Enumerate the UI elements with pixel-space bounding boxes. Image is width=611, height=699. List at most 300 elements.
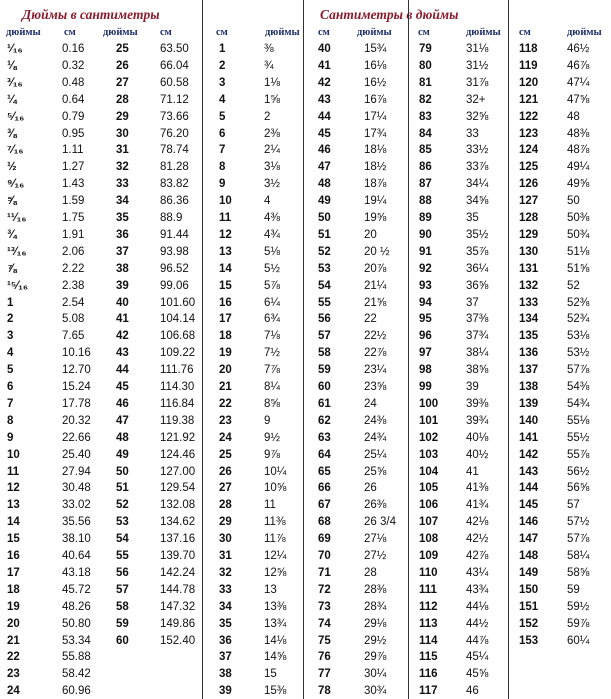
cm-to-inches-row-key: 24 bbox=[219, 431, 232, 444]
cm-to-inches-row-value: 32⅝ bbox=[466, 110, 489, 123]
inches-to-cm-row-key: 30 bbox=[116, 127, 129, 140]
column-divider bbox=[303, 0, 304, 699]
cm-to-inches-row-value: 28¾ bbox=[364, 600, 387, 613]
cm-to-inches-row-key: 16 bbox=[219, 296, 232, 309]
cm-to-inches-row-key: 20 bbox=[219, 364, 232, 377]
inches-to-cm-row-key: 15 bbox=[7, 533, 20, 546]
cm-to-inches-row-value: 46⅞ bbox=[567, 59, 590, 72]
cm-to-inches-row-key: 47 bbox=[318, 161, 331, 174]
cm-to-inches-row-key: 92 bbox=[419, 262, 432, 275]
header-cm-1: см bbox=[64, 27, 76, 38]
inches-to-cm-row-key: ⁵⁄₁₆ bbox=[7, 110, 25, 123]
inches-to-cm-row-value: 35.56 bbox=[62, 516, 91, 529]
cm-to-inches-row-value: 60¼ bbox=[567, 634, 590, 647]
cm-to-inches-row-value: 31⅛ bbox=[466, 43, 489, 55]
cm-to-inches-row-value: 50⅜ bbox=[567, 212, 590, 224]
inches-to-cm-row-key: ¹³⁄₁₆ bbox=[7, 245, 27, 258]
cm-to-inches-row-value: 48⅜ bbox=[567, 127, 590, 140]
cm-to-inches-row-key: 82 bbox=[419, 93, 432, 106]
inches-to-cm-row-key: 14 bbox=[7, 516, 20, 529]
cm-to-inches-row-value: 30¼ bbox=[364, 668, 387, 681]
cm-to-inches-row-value: 46 bbox=[466, 685, 479, 698]
cm-to-inches-row-key: 130 bbox=[519, 245, 539, 258]
inches-to-cm-row-key: 44 bbox=[116, 364, 129, 377]
inches-to-cm-row-value: 101.60 bbox=[160, 296, 196, 309]
cm-to-inches-row-value: 1⅝ bbox=[264, 93, 280, 106]
cm-to-inches-row-value: 33 bbox=[466, 127, 479, 140]
inches-to-cm-row-value: 139.70 bbox=[160, 550, 196, 562]
inches-to-cm-row-key: 1 bbox=[7, 296, 14, 309]
cm-to-inches-row-key: 21 bbox=[219, 381, 232, 393]
cm-to-inches-row-value: 13 bbox=[264, 583, 277, 596]
inches-to-cm-row-key: 26 bbox=[116, 59, 129, 72]
cm-to-inches-row-key: 150 bbox=[519, 583, 539, 596]
inches-to-cm-row-value: 144.78 bbox=[160, 583, 196, 596]
cm-to-inches-row-key: 148 bbox=[519, 550, 539, 562]
inches-to-cm-row-key: 52 bbox=[116, 499, 129, 512]
cm-to-inches-row-value: 8⅝ bbox=[264, 397, 280, 410]
cm-to-inches-row-value: 23⅝ bbox=[364, 381, 387, 393]
inches-to-cm-row-key: 34 bbox=[116, 195, 129, 208]
cm-to-inches-row-key: 29 bbox=[219, 516, 232, 529]
cm-to-inches-row-value: 7⅛ bbox=[264, 330, 280, 343]
cm-to-inches-row-value: 10¼ bbox=[264, 465, 287, 478]
inches-to-cm-row-key: ⁹⁄₁₆ bbox=[7, 178, 25, 191]
inches-to-cm-row-key: 27 bbox=[116, 76, 129, 89]
cm-to-inches-row-value: 41 bbox=[466, 465, 479, 478]
header-cm-6: см bbox=[519, 27, 531, 38]
inches-to-cm-row-value: 15.24 bbox=[62, 381, 91, 393]
inches-to-cm-row-key: ⅞ bbox=[7, 262, 17, 275]
cm-to-inches-row-value: 52⅜ bbox=[567, 296, 590, 309]
header-inches-4: дюймы bbox=[357, 27, 392, 38]
cm-to-inches-row-value: 10⅝ bbox=[264, 482, 287, 495]
cm-to-inches-row-key: 120 bbox=[519, 76, 539, 89]
cm-to-inches-row-value: 53½ bbox=[567, 347, 590, 360]
cm-to-inches-row-value: 12⅝ bbox=[264, 566, 287, 579]
cm-to-inches-row-value: 16½ bbox=[364, 76, 387, 89]
cm-to-inches-row-key: 31 bbox=[219, 550, 232, 562]
inches-to-cm-row-key: 31 bbox=[116, 144, 129, 157]
cm-to-inches-row-key: 11 bbox=[219, 212, 232, 224]
cm-to-inches-row-key: 8 bbox=[219, 161, 226, 174]
cm-to-inches-row-value: 50¾ bbox=[567, 228, 590, 241]
cm-to-inches-row-key: 81 bbox=[419, 76, 432, 89]
cm-to-inches-row-key: 117 bbox=[419, 685, 438, 698]
cm-to-inches-row-value: 37 bbox=[466, 296, 479, 309]
inches-to-cm-row-key: 37 bbox=[116, 245, 129, 258]
cm-to-inches-row-key: 147 bbox=[519, 533, 539, 546]
cm-to-inches-row-value: 11⅜ bbox=[264, 516, 286, 529]
inches-to-cm-row-value: 149.86 bbox=[160, 617, 196, 630]
cm-to-inches-row-value: 5½ bbox=[264, 262, 280, 275]
inches-to-cm-row-value: 1.11 bbox=[62, 144, 84, 157]
cm-to-inches-row-key: 111 bbox=[419, 583, 437, 596]
cm-to-inches-row-value: 12¼ bbox=[264, 550, 287, 562]
inches-to-cm-row-value: 142.24 bbox=[160, 566, 196, 579]
cm-to-inches-row-key: 133 bbox=[519, 296, 539, 309]
cm-to-inches-row-key: 145 bbox=[519, 499, 539, 512]
cm-to-inches-row-key: 38 bbox=[219, 668, 232, 681]
inches-to-cm-row-value: 27.94 bbox=[62, 465, 91, 478]
inches-to-cm-row-key: 59 bbox=[116, 617, 129, 630]
cm-to-inches-row-value: 55⅞ bbox=[567, 448, 590, 461]
cm-to-inches-row-value: 27½ bbox=[364, 550, 387, 562]
inches-to-cm-row-key: ³⁄₁₆ bbox=[7, 76, 23, 89]
inches-to-cm-row-value: 93.98 bbox=[160, 245, 189, 258]
cm-to-inches-row-key: 65 bbox=[318, 465, 331, 478]
cm-to-inches-row-key: 106 bbox=[419, 499, 439, 512]
cm-to-inches-row-value: 2¼ bbox=[264, 144, 280, 157]
inches-to-cm-row-value: 124.46 bbox=[160, 448, 196, 461]
cm-to-inches-row-value: 18⅞ bbox=[364, 178, 387, 191]
inches-to-cm-row-value: 99.06 bbox=[160, 279, 189, 292]
header-cm-4: см bbox=[318, 27, 330, 38]
cm-to-inches-row-key: 57 bbox=[318, 330, 331, 343]
cm-to-inches-row-value: 42⅛ bbox=[466, 516, 489, 529]
inches-to-cm-row-value: 83.82 bbox=[160, 178, 189, 191]
inches-to-cm-title: Дюймы в сантиметры bbox=[22, 7, 160, 22]
cm-to-inches-row-key: 116 bbox=[419, 668, 438, 681]
cm-to-inches-row-value: 24¾ bbox=[364, 431, 387, 444]
cm-to-inches-row-value: 49¼ bbox=[567, 161, 590, 174]
cm-to-inches-row-value: 44½ bbox=[466, 617, 489, 630]
cm-to-inches-row-key: 2 bbox=[219, 59, 226, 72]
cm-to-inches-row-value: 13⅜ bbox=[264, 600, 287, 613]
cm-to-inches-row-key: 115 bbox=[419, 651, 438, 664]
cm-to-inches-row-value: ⅜ bbox=[264, 43, 274, 55]
cm-to-inches-row-key: 30 bbox=[219, 533, 232, 546]
inches-to-cm-row-key: 6 bbox=[7, 381, 14, 393]
cm-to-inches-row-value: 49⅝ bbox=[567, 178, 590, 191]
cm-to-inches-row-key: 60 bbox=[318, 381, 331, 393]
cm-to-inches-row-key: 15 bbox=[219, 279, 232, 292]
cm-to-inches-row-key: 44 bbox=[318, 110, 331, 123]
cm-to-inches-row-value: 55½ bbox=[567, 431, 590, 444]
cm-to-inches-row-value: 6¼ bbox=[264, 296, 280, 309]
inches-to-cm-row-key: 25 bbox=[116, 43, 129, 55]
cm-to-inches-row-value: 27⅛ bbox=[364, 533, 387, 546]
inches-to-cm-row-value: 104.14 bbox=[160, 313, 196, 326]
inches-to-cm-row-key: ⁷⁄₁₆ bbox=[7, 144, 24, 157]
inches-to-cm-row-key: 36 bbox=[116, 228, 129, 241]
inches-to-cm-row-key: 20 bbox=[7, 617, 20, 630]
cm-to-inches-row-value: 26⅜ bbox=[364, 499, 387, 512]
cm-to-inches-row-value: 48⅞ bbox=[567, 144, 590, 157]
inches-to-cm-row-value: 134.62 bbox=[160, 516, 196, 529]
cm-to-inches-row-value: 26 bbox=[364, 482, 377, 495]
inches-to-cm-row-value: 53.34 bbox=[62, 634, 91, 647]
inches-to-cm-row-key: 8 bbox=[7, 414, 14, 427]
cm-to-inches-row-key: 41 bbox=[318, 59, 331, 72]
inches-to-cm-row-key: 56 bbox=[116, 566, 129, 579]
cm-to-inches-row-key: 135 bbox=[519, 330, 539, 343]
inches-to-cm-row-value: 1.43 bbox=[62, 178, 85, 191]
cm-to-inches-row-value: 15⅜ bbox=[264, 685, 287, 698]
cm-to-inches-row-value: 20 bbox=[364, 228, 377, 241]
cm-to-inches-row-value: 39¾ bbox=[466, 414, 489, 427]
cm-to-inches-row-value: 31⅞ bbox=[466, 76, 489, 89]
cm-to-inches-row-key: 151 bbox=[519, 600, 539, 613]
inches-to-cm-row-value: 127.00 bbox=[160, 465, 196, 478]
inches-to-cm-row-key: 4 bbox=[7, 347, 14, 360]
inches-to-cm-row-key: 45 bbox=[116, 381, 129, 393]
cm-to-inches-row-value: 59½ bbox=[567, 600, 590, 613]
column-divider bbox=[202, 0, 203, 699]
cm-to-inches-row-key: 118 bbox=[519, 43, 538, 55]
cm-to-inches-row-key: 40 bbox=[318, 43, 331, 55]
cm-to-inches-row-value: 38¼ bbox=[466, 347, 489, 360]
cm-to-inches-row-key: 56 bbox=[318, 313, 331, 326]
cm-to-inches-row-key: 68 bbox=[318, 516, 331, 529]
cm-to-inches-row-value: 23¼ bbox=[364, 364, 387, 377]
cm-to-inches-row-key: 9 bbox=[219, 178, 226, 191]
cm-to-inches-row-value: 29⅛ bbox=[364, 617, 387, 630]
cm-to-inches-row-key: 93 bbox=[419, 279, 432, 292]
inches-to-cm-row-key: ¹⁄₁₆ bbox=[7, 43, 23, 55]
inches-to-cm-row-key: ¾ bbox=[7, 228, 17, 241]
cm-to-inches-row-key: 140 bbox=[519, 414, 539, 427]
cm-to-inches-row-key: 141 bbox=[519, 431, 539, 444]
cm-to-inches-row-key: 108 bbox=[419, 533, 439, 546]
cm-to-inches-row-value: 22⅞ bbox=[364, 347, 387, 360]
cm-to-inches-row-value: 7⅞ bbox=[264, 364, 280, 377]
cm-to-inches-row-value: 54⅜ bbox=[567, 381, 590, 393]
inches-to-cm-row-value: 45.72 bbox=[62, 583, 91, 596]
cm-to-inches-row-value: 37¾ bbox=[466, 330, 489, 343]
cm-to-inches-row-key: 19 bbox=[219, 347, 232, 360]
inches-to-cm-row-key: ⅛ bbox=[7, 59, 17, 72]
cm-to-inches-row-value: 43¼ bbox=[466, 566, 489, 579]
inches-to-cm-row-key: 13 bbox=[7, 499, 20, 512]
cm-to-inches-row-key: 99 bbox=[419, 381, 432, 393]
inches-to-cm-row-value: 129.54 bbox=[160, 482, 196, 495]
cm-to-inches-row-value: 59⅞ bbox=[567, 617, 590, 630]
cm-to-inches-row-key: 125 bbox=[519, 161, 539, 174]
cm-to-inches-row-key: 42 bbox=[318, 76, 331, 89]
header-cm-5: см bbox=[418, 27, 430, 38]
cm-to-inches-row-value: 58⅝ bbox=[567, 566, 590, 579]
cm-to-inches-row-value: 52¾ bbox=[567, 313, 590, 326]
cm-to-inches-row-key: 90 bbox=[419, 228, 432, 241]
cm-to-inches-row-key: 138 bbox=[519, 381, 539, 393]
cm-to-inches-row-key: 146 bbox=[519, 516, 539, 529]
inches-to-cm-row-key: 18 bbox=[7, 583, 20, 596]
inches-to-cm-row-value: 71.12 bbox=[160, 93, 189, 106]
cm-to-inches-row-value: 20⅞ bbox=[364, 262, 387, 275]
cm-to-inches-row-key: 67 bbox=[318, 499, 331, 512]
cm-to-inches-row-key: 52 bbox=[318, 245, 331, 258]
inches-to-cm-row-key: 43 bbox=[116, 347, 129, 360]
cm-to-inches-row-key: 61 bbox=[318, 397, 331, 410]
inches-to-cm-row-key: 58 bbox=[116, 600, 129, 613]
cm-to-inches-row-key: 98 bbox=[419, 364, 432, 377]
cm-to-inches-row-key: 103 bbox=[419, 448, 439, 461]
cm-to-inches-row-value: 17¾ bbox=[364, 127, 387, 140]
cm-to-inches-row-value: 39⅜ bbox=[466, 397, 489, 410]
cm-to-inches-row-value: 20 ½ bbox=[364, 245, 390, 258]
inches-to-cm-row-key: 3 bbox=[7, 330, 14, 343]
inches-to-cm-row-value: 60.58 bbox=[160, 76, 189, 89]
cm-to-inches-row-value: 14⅝ bbox=[264, 651, 287, 664]
inches-to-cm-row-value: 20.32 bbox=[62, 414, 91, 427]
cm-to-inches-row-value: 22½ bbox=[364, 330, 387, 343]
cm-to-inches-row-key: 39 bbox=[219, 685, 232, 698]
inches-to-cm-row-key: 50 bbox=[116, 465, 129, 478]
cm-to-inches-row-key: 110 bbox=[419, 566, 438, 579]
cm-to-inches-row-value: 18⅛ bbox=[364, 144, 387, 157]
inches-to-cm-row-value: 40.64 bbox=[62, 550, 91, 562]
inches-to-cm-row-value: 2.38 bbox=[62, 279, 85, 292]
header-cm-3: см bbox=[216, 27, 228, 38]
inches-to-cm-row-key: 42 bbox=[116, 330, 129, 343]
inches-to-cm-row-key: 51 bbox=[116, 482, 129, 495]
inches-to-cm-row-key: 21 bbox=[7, 634, 20, 647]
cm-to-inches-row-value: 30¾ bbox=[364, 685, 387, 698]
cm-to-inches-row-value: 11 bbox=[264, 499, 276, 512]
inches-to-cm-row-key: 2 bbox=[7, 313, 14, 326]
cm-to-inches-row-key: 28 bbox=[219, 499, 232, 512]
cm-to-inches-row-value: 9⅞ bbox=[264, 448, 280, 461]
cm-to-inches-row-key: 96 bbox=[419, 330, 432, 343]
cm-to-inches-row-key: 126 bbox=[519, 178, 539, 191]
cm-to-inches-row-value: 57⅞ bbox=[567, 364, 590, 377]
inches-to-cm-row-key: 9 bbox=[7, 431, 14, 444]
cm-to-inches-row-value: ¾ bbox=[264, 59, 274, 72]
cm-to-inches-row-key: 64 bbox=[318, 448, 331, 461]
header-inches-6: дюймы bbox=[567, 27, 602, 38]
inches-to-cm-row-value: 114.30 bbox=[160, 381, 195, 393]
cm-to-inches-row-key: 142 bbox=[519, 448, 539, 461]
cm-to-inches-row-key: 137 bbox=[519, 364, 539, 377]
inches-to-cm-row-value: 10.16 bbox=[62, 347, 91, 360]
inches-to-cm-row-key: 33 bbox=[116, 178, 129, 191]
cm-to-inches-row-key: 149 bbox=[519, 566, 539, 579]
inches-to-cm-row-value: 7.65 bbox=[62, 330, 85, 343]
cm-to-inches-row-key: 45 bbox=[318, 127, 331, 140]
cm-to-inches-row-value: 41¾ bbox=[466, 499, 489, 512]
cm-to-inches-row-key: 51 bbox=[318, 228, 331, 241]
inches-to-cm-row-value: 106.68 bbox=[160, 330, 196, 343]
cm-to-inches-row-value: 5⅞ bbox=[264, 279, 280, 292]
cm-to-inches-row-value: 17¼ bbox=[364, 110, 387, 123]
inches-to-cm-row-value: 0.79 bbox=[62, 110, 85, 123]
cm-to-inches-row-key: 132 bbox=[519, 279, 539, 292]
cm-to-inches-row-key: 139 bbox=[519, 397, 539, 410]
inches-to-cm-row-value: 78.74 bbox=[160, 144, 189, 157]
inches-to-cm-row-value: 43.18 bbox=[62, 566, 91, 579]
cm-to-inches-row-value: 19¼ bbox=[364, 195, 387, 208]
cm-to-inches-row-key: 12 bbox=[219, 228, 232, 241]
cm-to-inches-row-value: 1⅛ bbox=[264, 76, 280, 89]
inches-to-cm-row-key: 10 bbox=[7, 448, 20, 461]
cm-to-inches-row-key: 27 bbox=[219, 482, 232, 495]
cm-to-inches-row-key: 91 bbox=[419, 245, 432, 258]
cm-to-inches-row-value: 22 bbox=[364, 313, 377, 326]
inches-to-cm-row-value: 2.22 bbox=[62, 262, 85, 275]
inches-to-cm-row-value: 1.91 bbox=[62, 228, 85, 241]
cm-to-inches-row-value: 4⅜ bbox=[264, 212, 280, 224]
inches-to-cm-row-key: 16 bbox=[7, 550, 20, 562]
inches-to-cm-row-value: 1.75 bbox=[62, 212, 85, 224]
cm-to-inches-row-key: 94 bbox=[419, 296, 432, 309]
inches-to-cm-row-key: 32 bbox=[116, 161, 129, 174]
inches-to-cm-row-value: 88.9 bbox=[160, 212, 183, 224]
header-inches-2: дюймы bbox=[103, 27, 138, 38]
cm-to-inches-row-value: 18½ bbox=[364, 161, 387, 174]
cm-to-inches-row-value: 34¼ bbox=[466, 178, 489, 191]
inches-to-cm-row-key: 7 bbox=[7, 397, 14, 410]
cm-to-inches-row-key: 101 bbox=[419, 414, 439, 427]
cm-to-inches-row-value: 39 bbox=[466, 381, 479, 393]
cm-to-inches-row-key: 97 bbox=[419, 347, 432, 360]
inches-to-cm-row-value: 0.64 bbox=[62, 93, 85, 106]
inches-to-cm-row-value: 121.92 bbox=[160, 431, 196, 444]
inches-to-cm-row-value: 81.28 bbox=[160, 161, 189, 174]
cm-to-inches-row-key: 69 bbox=[318, 533, 331, 546]
cm-to-inches-row-key: 1 bbox=[219, 43, 226, 55]
inches-to-cm-row-key: 35 bbox=[116, 212, 129, 224]
inches-to-cm-row-key: 40 bbox=[116, 296, 129, 309]
cm-to-inches-row-value: 13¾ bbox=[264, 617, 287, 630]
cm-to-inches-row-key: 107 bbox=[419, 516, 439, 529]
cm-to-inches-row-key: 55 bbox=[318, 296, 331, 309]
cm-to-inches-row-key: 22 bbox=[219, 397, 232, 410]
cm-to-inches-row-value: 48 bbox=[567, 110, 580, 123]
inches-to-cm-row-value: 91.44 bbox=[160, 228, 189, 241]
cm-to-inches-row-value: 9 bbox=[264, 414, 271, 427]
cm-to-inches-row-key: 112 bbox=[419, 600, 438, 613]
cm-to-inches-row-key: 104 bbox=[419, 465, 439, 478]
cm-to-inches-row-value: 3⅛ bbox=[264, 161, 280, 174]
cm-to-inches-row-value: 53⅛ bbox=[567, 330, 590, 343]
inches-to-cm-row-value: 2.54 bbox=[62, 296, 85, 309]
inches-to-cm-row-key: 23 bbox=[7, 668, 20, 681]
cm-to-inches-row-value: 43¾ bbox=[466, 583, 489, 596]
inches-to-cm-row-key: 29 bbox=[116, 110, 129, 123]
cm-to-inches-row-value: 33⅞ bbox=[466, 161, 489, 174]
cm-to-inches-row-key: 48 bbox=[318, 178, 331, 191]
cm-to-inches-row-value: 35 bbox=[466, 212, 479, 224]
cm-to-inches-row-key: 129 bbox=[519, 228, 539, 241]
cm-to-inches-row-value: 55⅛ bbox=[567, 414, 590, 427]
cm-to-inches-row-value: 40½ bbox=[466, 448, 489, 461]
inches-to-cm-row-value: 119.38 bbox=[160, 414, 195, 427]
cm-to-inches-row-key: 75 bbox=[318, 634, 331, 647]
cm-to-inches-row-key: 119 bbox=[519, 59, 538, 72]
cm-to-inches-row-key: 14 bbox=[219, 262, 232, 275]
cm-to-inches-row-value: 33½ bbox=[466, 144, 489, 157]
cm-to-inches-row-value: 16⅞ bbox=[364, 93, 387, 106]
cm-to-inches-row-value: 4¾ bbox=[264, 228, 280, 241]
cm-to-inches-row-key: 43 bbox=[318, 93, 331, 106]
cm-to-inches-title: Сантиметры в дюймы bbox=[320, 7, 459, 22]
cm-to-inches-row-key: 6 bbox=[219, 127, 226, 140]
inches-to-cm-row-key: 38 bbox=[116, 262, 129, 275]
inches-to-cm-row-key: 47 bbox=[116, 414, 129, 427]
header-cm-2: см bbox=[160, 27, 172, 38]
inches-to-cm-row-key: 39 bbox=[116, 279, 129, 292]
inches-to-cm-row-key: 5 bbox=[7, 364, 14, 377]
cm-to-inches-row-value: 5⅛ bbox=[264, 245, 280, 258]
cm-to-inches-row-value: 9½ bbox=[264, 431, 280, 444]
cm-to-inches-row-key: 121 bbox=[519, 93, 539, 106]
inches-to-cm-row-value: 96.52 bbox=[160, 262, 189, 275]
cm-to-inches-row-value: 14⅛ bbox=[264, 634, 287, 647]
cm-to-inches-row-key: 85 bbox=[419, 144, 432, 157]
cm-to-inches-row-value: 45¼ bbox=[466, 651, 489, 664]
cm-to-inches-row-value: 37⅜ bbox=[466, 313, 489, 326]
